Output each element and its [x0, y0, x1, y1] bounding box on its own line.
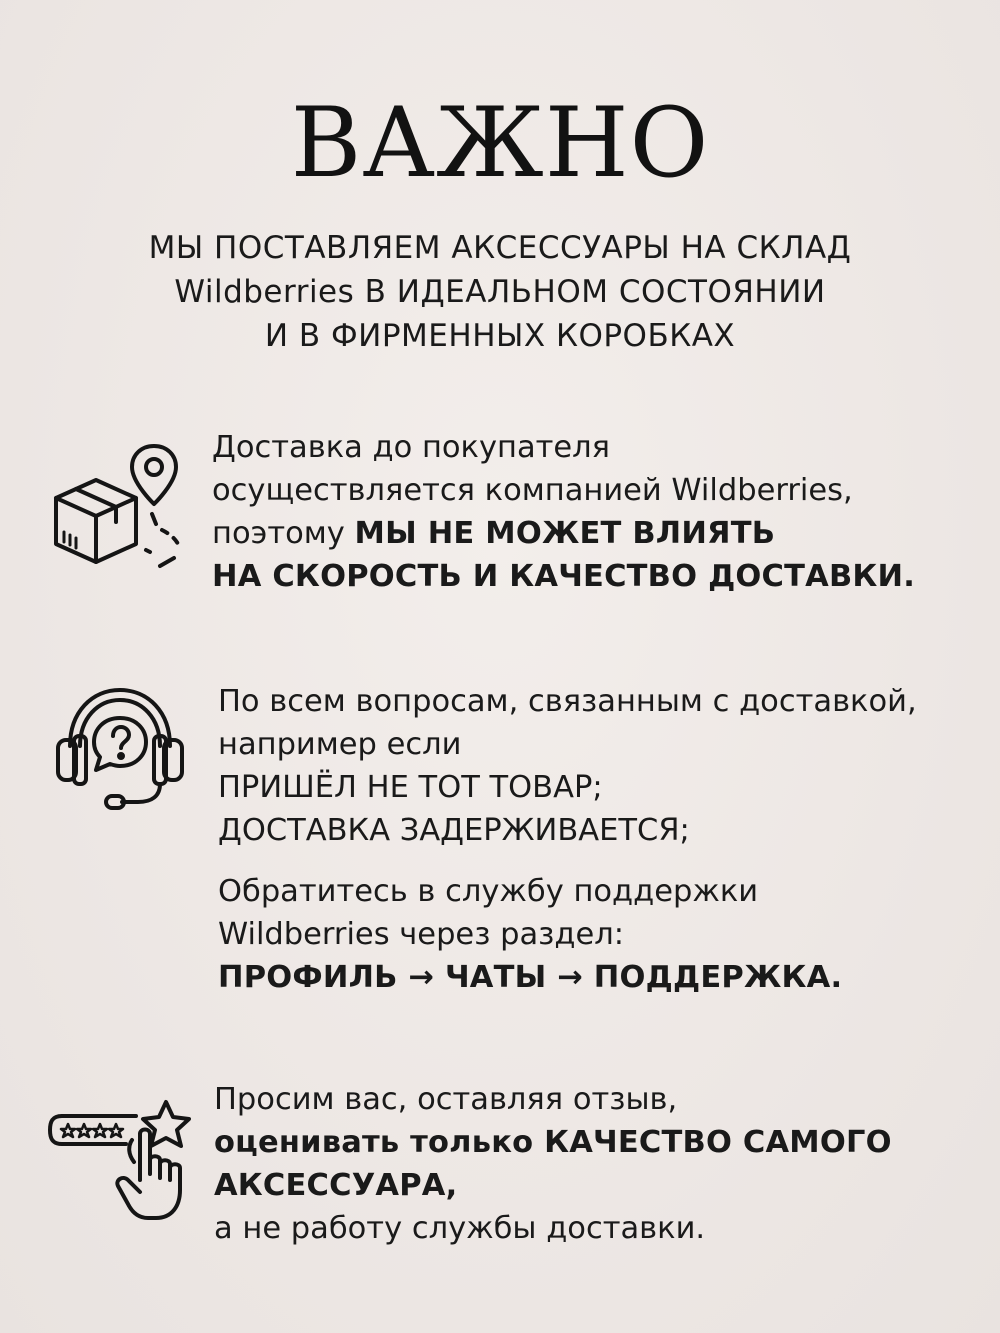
delivery-line-regular: поэтому [212, 516, 355, 551]
delivery-text [212, 426, 915, 598]
box-with-location-pin-icon [48, 438, 188, 572]
support-line: Wildberries через раздел: [218, 917, 625, 952]
support-line: например если [218, 727, 462, 762]
review-line-bold: АКСЕССУАРА, [214, 1168, 458, 1203]
headset-question-icon [52, 684, 188, 814]
review-line-bold-a: оценивать только [214, 1125, 545, 1160]
delivery-line: Доставка до покупателя [212, 430, 611, 465]
intro-line: И В ФИРМЕННЫХ КОРОБКАХ [264, 318, 736, 354]
intro-text [0, 226, 1000, 358]
support-text [218, 680, 917, 999]
review-text [214, 1078, 892, 1250]
review-line-bold-b: КАЧЕСТВО САМОГО [544, 1125, 892, 1160]
review-line: а не работу службы доставки. [214, 1211, 706, 1246]
delivery-line: осуществляется компанией Wildberries, [212, 473, 853, 508]
delivery-line-bold: НА СКОРОСТЬ И КАЧЕСТВО ДОСТАВКИ. [212, 559, 916, 594]
intro-line: Wildberries В ИДЕАЛЬНОМ СОСТОЯНИИ [174, 274, 826, 310]
support-line-bold: ПРОФИЛЬ → ЧАТЫ → ПОДДЕРЖКА. [218, 960, 843, 995]
review-line: Просим вас, оставляя отзыв, [214, 1082, 678, 1117]
support-line: ПРИШЁЛ НЕ ТОТ ТОВАР; [218, 770, 603, 805]
rating-stars-hand-icon [48, 1098, 194, 1226]
delivery-line-bold: МЫ НЕ МОЖЕТ ВЛИЯТЬ [354, 516, 776, 551]
support-gap [218, 852, 917, 870]
review-line-bold [214, 1121, 892, 1164]
page-title: ВАЖНО [290, 87, 710, 199]
delivery-line [212, 512, 915, 555]
support-line: ДОСТАВКА ЗАДЕРЖИВАЕТСЯ; [218, 813, 690, 848]
support-line: По всем вопросам, связанным с доставкой, [218, 684, 917, 719]
support-line: Обратитесь в службу поддержки [218, 874, 759, 909]
intro-line: МЫ ПОСТАВЛЯЕМ АКСЕССУАРЫ НА СКЛАД [148, 230, 852, 266]
